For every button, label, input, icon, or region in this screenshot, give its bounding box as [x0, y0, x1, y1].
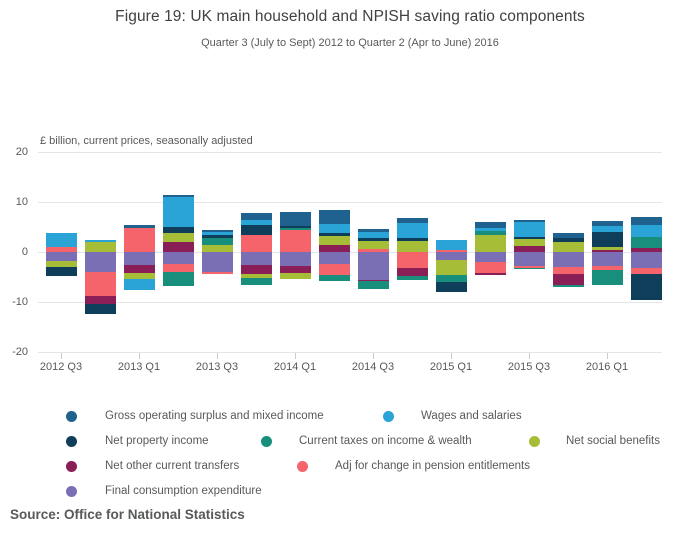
bar-segment-social[interactable] [280, 273, 311, 280]
bar-segment-social[interactable] [553, 242, 584, 253]
bar-segment-taxes[interactable] [280, 228, 311, 231]
bar-segment-transfers[interactable] [553, 274, 584, 285]
bar-segment-property[interactable] [85, 304, 116, 314]
legend-label-gos: Gross operating surplus and mixed income [105, 410, 324, 422]
bar-segment-taxes[interactable] [358, 281, 389, 289]
chart-subtitle: Quarter 3 (July to Sept) 2012 to Quarter 2 (Apr to June) 2016 [201, 37, 499, 49]
bar-segment-property[interactable] [436, 282, 467, 292]
bar-segment-consumption[interactable] [280, 252, 311, 266]
bar-segment-property[interactable] [592, 232, 623, 247]
x-axis-tick [373, 353, 374, 359]
bar-segment-transfers[interactable] [85, 296, 116, 305]
x-axis-tick [295, 353, 296, 359]
bar-segment-taxes[interactable] [475, 231, 506, 235]
bar-segment-pension[interactable] [553, 267, 584, 275]
bar-segment-wages[interactable] [631, 225, 662, 238]
bar-segment-pension[interactable] [475, 262, 506, 273]
legend-label-transfers: Net other current transfers [105, 460, 240, 472]
bar-segment-transfers[interactable] [475, 273, 506, 275]
bar-segment-taxes[interactable] [592, 270, 623, 285]
bar-segment-social[interactable] [85, 242, 116, 252]
bar-segment-transfers[interactable] [319, 245, 350, 253]
bar-segment-taxes[interactable] [319, 275, 350, 281]
bar-segment-pension[interactable] [397, 252, 428, 268]
legend-dot-consumption [66, 486, 77, 497]
bar-segment-gos[interactable] [475, 222, 506, 228]
bar-segment-gos[interactable] [124, 225, 155, 228]
bar-segment-taxes[interactable] [631, 237, 662, 248]
bar-segment-pension[interactable] [241, 235, 272, 252]
bar-segment-gos[interactable] [358, 229, 389, 232]
x-axis-tick [217, 353, 218, 359]
gridline-y-10 [38, 202, 662, 203]
legend-label-property: Net property income [105, 435, 209, 447]
bar-segment-consumption[interactable] [475, 252, 506, 262]
y-axis-tick-label: 10 [15, 196, 28, 208]
bar-segment-wages[interactable] [319, 224, 350, 233]
bar-segment-consumption[interactable] [85, 252, 116, 272]
x-axis-tick [61, 353, 62, 359]
bar-segment-consumption[interactable] [436, 252, 467, 260]
bar-segment-taxes[interactable] [241, 278, 272, 285]
legend-label-consumption: Final consumption expenditure [105, 485, 262, 497]
bar-segment-consumption[interactable] [358, 252, 389, 280]
bar-segment-pension[interactable] [280, 230, 311, 252]
bar-segment-wages[interactable] [397, 223, 428, 238]
bar-segment-wages[interactable] [241, 220, 272, 225]
bar-segment-consumption[interactable] [124, 252, 155, 265]
x-axis-tick-label: 2013 Q3 [195, 361, 239, 373]
bar-segment-consumption[interactable] [631, 252, 662, 268]
bar-segment-pension[interactable] [85, 272, 116, 296]
bar-segment-social[interactable] [397, 241, 428, 252]
gridline-y--10 [38, 302, 662, 303]
bar-segment-property[interactable] [631, 274, 662, 301]
bar-segment-wages[interactable] [358, 232, 389, 238]
x-axis-tick-label: 2014 Q1 [273, 361, 317, 373]
x-axis-tick-label: 2015 Q3 [507, 361, 551, 373]
x-axis-tick [139, 353, 140, 359]
bar-segment-property[interactable] [280, 226, 311, 228]
source-text: Source: Office for National Statistics [10, 507, 245, 522]
bar-segment-social[interactable] [319, 236, 350, 245]
bar-segment-social[interactable] [475, 235, 506, 253]
bar-segment-consumption[interactable] [592, 252, 623, 266]
bar-segment-wages[interactable] [436, 240, 467, 250]
bar-segment-transfers[interactable] [241, 265, 272, 274]
bar-segment-transfers[interactable] [631, 248, 662, 253]
gridline-y-20 [38, 152, 662, 153]
x-axis-tick [451, 353, 452, 359]
bar-segment-gos[interactable] [280, 212, 311, 226]
legend-label-taxes: Current taxes on income & wealth [299, 435, 472, 447]
bar-segment-taxes[interactable] [202, 238, 233, 246]
bar-segment-transfers[interactable] [397, 268, 428, 276]
x-axis-tick-label: 2015 Q1 [429, 361, 473, 373]
bar-segment-wages[interactable] [46, 233, 77, 247]
bar-segment-social[interactable] [514, 239, 545, 247]
bar-segment-taxes[interactable] [514, 268, 545, 270]
bar-segment-taxes[interactable] [553, 285, 584, 288]
x-axis-tick-label: 2013 Q1 [117, 361, 161, 373]
y-axis-title: £ billion, current prices, seasonally adjusted [40, 135, 253, 147]
x-axis-tick-label: 2014 Q3 [351, 361, 395, 373]
bar-segment-property[interactable] [514, 237, 545, 239]
bar-segment-property[interactable] [553, 238, 584, 242]
bar-segment-consumption[interactable] [202, 252, 233, 272]
bar-segment-pension[interactable] [46, 247, 77, 252]
bar-segment-consumption[interactable] [514, 252, 545, 266]
bar-segment-gos[interactable] [202, 230, 233, 233]
bar-segment-social[interactable] [163, 233, 194, 242]
bar-segment-gos[interactable] [553, 233, 584, 238]
bar-segment-pension[interactable] [319, 264, 350, 275]
legend-label-wages: Wages and salaries [421, 410, 522, 422]
bar-segment-wages[interactable] [85, 240, 116, 242]
bar-segment-social[interactable] [436, 260, 467, 275]
bar-segment-gos[interactable] [241, 213, 272, 221]
chart-title: Figure 19: UK main household and NPISH saving ratio components [115, 8, 585, 25]
legend-dot-pension [297, 461, 308, 472]
bar-segment-property[interactable] [202, 235, 233, 238]
bar-segment-transfers[interactable] [514, 246, 545, 252]
bar-segment-gos[interactable] [631, 217, 662, 225]
bar-segment-taxes[interactable] [436, 275, 467, 283]
bar-segment-pension[interactable] [358, 249, 389, 253]
bar-segment-wages[interactable] [163, 197, 194, 228]
bar-segment-pension[interactable] [436, 250, 467, 252]
bar-segment-consumption[interactable] [163, 252, 194, 264]
bar-segment-social[interactable] [202, 245, 233, 252]
bar-segment-consumption[interactable] [241, 252, 272, 265]
y-axis-tick-label: 20 [15, 146, 28, 158]
legend-dot-social [529, 436, 540, 447]
bar-segment-gos[interactable] [163, 195, 194, 197]
bar-segment-consumption[interactable] [46, 252, 77, 261]
legend-label-social: Net social benefits [566, 435, 660, 447]
bar-segment-property[interactable] [46, 267, 77, 276]
bar-segment-pension[interactable] [202, 272, 233, 274]
bar-segment-taxes[interactable] [397, 276, 428, 281]
bar-segment-social[interactable] [592, 247, 623, 251]
bar-segment-property[interactable] [241, 225, 272, 236]
bar-segment-gos[interactable] [514, 220, 545, 222]
bar-segment-transfers[interactable] [124, 265, 155, 273]
x-axis-tick [607, 353, 608, 359]
legend-dot-wages [383, 411, 394, 422]
legend-dot-property [66, 436, 77, 447]
bar-segment-consumption[interactable] [319, 252, 350, 264]
y-axis-tick-label: -10 [12, 296, 28, 308]
bar-segment-social[interactable] [358, 241, 389, 249]
y-axis-tick-label: 0 [21, 246, 28, 258]
bar-segment-gos[interactable] [397, 218, 428, 223]
bar-segment-transfers[interactable] [163, 242, 194, 253]
legend-dot-taxes [261, 436, 272, 447]
bar-segment-wages[interactable] [592, 226, 623, 232]
bar-segment-property[interactable] [319, 233, 350, 237]
x-axis-tick [529, 353, 530, 359]
bar-segment-taxes[interactable] [163, 272, 194, 286]
x-axis-tick-label: 2012 Q3 [39, 361, 83, 373]
bar-segment-consumption[interactable] [553, 252, 584, 267]
y-axis-tick-label: -20 [12, 346, 28, 358]
legend-dot-gos [66, 411, 77, 422]
bar-segment-gos[interactable] [592, 221, 623, 226]
legend-dot-transfers [66, 461, 77, 472]
bar-segment-property[interactable] [397, 238, 428, 242]
bar-segment-wages[interactable] [124, 279, 155, 290]
gridline-y--20 [38, 352, 662, 353]
bar-segment-wages[interactable] [202, 232, 233, 235]
bar-segment-pension[interactable] [163, 264, 194, 272]
bar-segment-gos[interactable] [319, 210, 350, 224]
bar-segment-wages[interactable] [475, 228, 506, 232]
x-axis-tick-label: 2016 Q1 [585, 361, 629, 373]
bar-segment-wages[interactable] [514, 222, 545, 238]
bar-segment-pension[interactable] [124, 228, 155, 253]
bar-segment-transfers[interactable] [592, 250, 623, 252]
legend-label-pension: Adj for change in pension entitlements [335, 460, 530, 472]
bar-segment-property[interactable] [358, 238, 389, 241]
bar-segment-property[interactable] [163, 227, 194, 233]
